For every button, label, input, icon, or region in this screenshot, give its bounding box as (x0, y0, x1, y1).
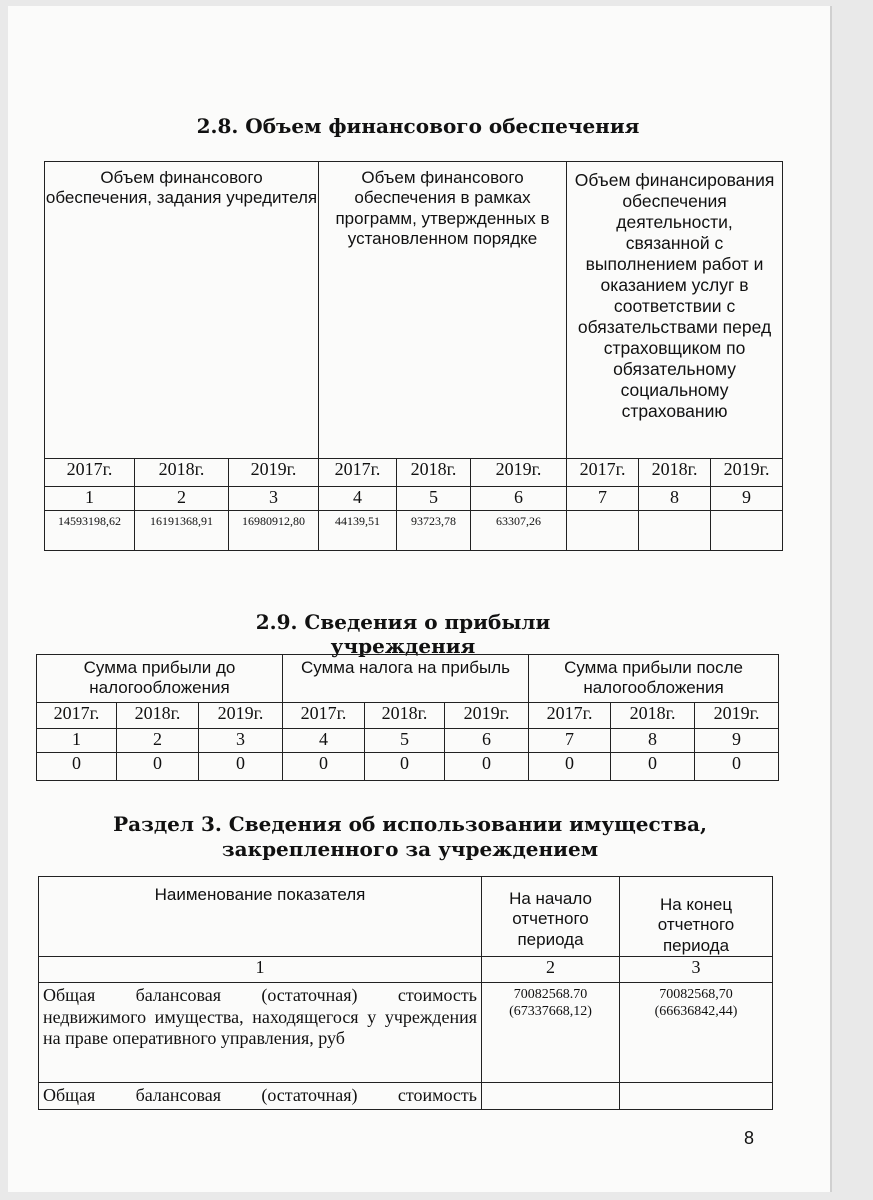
profit-header-3: Сумма прибыли после налогообложения (529, 655, 779, 703)
year-cell: 2017г. (567, 459, 639, 487)
column-number: 2 (135, 487, 229, 511)
column-number: 4 (283, 729, 365, 753)
column-number: 9 (695, 729, 779, 753)
value-cell: 93723,78 (397, 511, 471, 551)
page-number: 8 (744, 1128, 755, 1148)
section-3-title: Раздел 3. Сведения об использовании имущества, закрепленного за учреждением (113, 812, 707, 861)
column-number: 8 (611, 729, 695, 753)
column-number: 1 (39, 957, 482, 983)
property-row-start (482, 1083, 620, 1110)
property-row-start: 70082568.70 (67337668,12) (482, 983, 620, 1083)
column-number: 5 (397, 487, 471, 511)
value-cell: 0 (117, 753, 199, 781)
column-number: 7 (529, 729, 611, 753)
year-cell: 2018г. (135, 459, 229, 487)
column-number: 3 (199, 729, 283, 753)
column-number: 4 (319, 487, 397, 511)
column-number: 1 (37, 729, 117, 753)
year-cell: 2019г. (471, 459, 567, 487)
year-cell: 2018г. (397, 459, 471, 487)
column-number: 3 (229, 487, 319, 511)
financing-table (44, 161, 783, 551)
column-number: 2 (482, 957, 620, 983)
column-number: 6 (445, 729, 529, 753)
value-cell: 16191368,91 (135, 511, 229, 551)
financing-header-3: Объем финансирования обеспечения деятельности, связанной с выполнением работ и оказанием услуг в соответствии с обязательствами перед страховщиком по обязательному социальному страхованию (567, 162, 783, 459)
value-cell: 16980912,80 (229, 511, 319, 551)
property-row-end (620, 1083, 773, 1110)
value-cell: 0 (529, 753, 611, 781)
year-cell: 2017г. (37, 703, 117, 729)
year-cell: 2017г. (45, 459, 135, 487)
value-cell: 0 (365, 753, 445, 781)
property-header-end: На конец отчетного периода (620, 877, 773, 957)
value-cell: 0 (445, 753, 529, 781)
value-cell: 0 (199, 753, 283, 781)
profit-header-2: Сумма налога на прибыль (283, 655, 529, 703)
property-row-name: Общая балансовая (остаточная) стоимость (39, 1083, 482, 1110)
column-number: 7 (567, 487, 639, 511)
value-cell: 14593198,62 (45, 511, 135, 551)
year-cell: 2019г. (199, 703, 283, 729)
column-number: 3 (620, 957, 773, 983)
year-cell: 2018г. (611, 703, 695, 729)
value-cell: 0 (37, 753, 117, 781)
value-cell: 63307,26 (471, 511, 567, 551)
property-row-end: 70082568,70 (66636842,44) (620, 983, 773, 1083)
value-cell: 0 (283, 753, 365, 781)
column-number: 8 (639, 487, 711, 511)
column-number: 9 (711, 487, 783, 511)
year-cell: 2019г. (711, 459, 783, 487)
property-table (38, 876, 773, 1110)
year-cell: 2018г. (639, 459, 711, 487)
financing-header-1: Объем финансового обеспечения, задания учредителя (45, 162, 319, 459)
year-cell: 2018г. (117, 703, 199, 729)
value-cell (711, 511, 783, 551)
property-header-start: На начало отчетного периода (482, 877, 620, 957)
year-cell: 2019г. (695, 703, 779, 729)
year-cell: 2017г. (319, 459, 397, 487)
year-cell: 2017г. (529, 703, 611, 729)
value-cell: 0 (695, 753, 779, 781)
year-cell: 2019г. (229, 459, 319, 487)
value-cell (567, 511, 639, 551)
section-2-8-title: 2.8. Объем финансового обеспечения (196, 114, 640, 138)
column-number: 2 (117, 729, 199, 753)
year-cell: 2019г. (445, 703, 529, 729)
document-page (8, 6, 830, 1192)
value-cell: 44139,51 (319, 511, 397, 551)
column-number: 5 (365, 729, 445, 753)
year-cell: 2017г. (283, 703, 365, 729)
section-2-9-title: 2.9. Сведения о прибыли учреждения (255, 610, 551, 658)
profit-table (36, 654, 779, 781)
profit-header-1: Сумма прибыли до налогообложения (37, 655, 283, 703)
financing-header-2: Объем финансового обеспечения в рамках программ, утвержденных в установленном порядке (319, 162, 567, 459)
property-row-name: Общая балансовая (остаточная) стоимость недвижимого имущества, находящегося у учреждения на праве оперативного управления, руб (39, 983, 482, 1083)
column-number: 6 (471, 487, 567, 511)
year-cell: 2018г. (365, 703, 445, 729)
property-header-name: Наименование показателя (39, 877, 482, 957)
value-cell (639, 511, 711, 551)
column-number: 1 (45, 487, 135, 511)
value-cell: 0 (611, 753, 695, 781)
